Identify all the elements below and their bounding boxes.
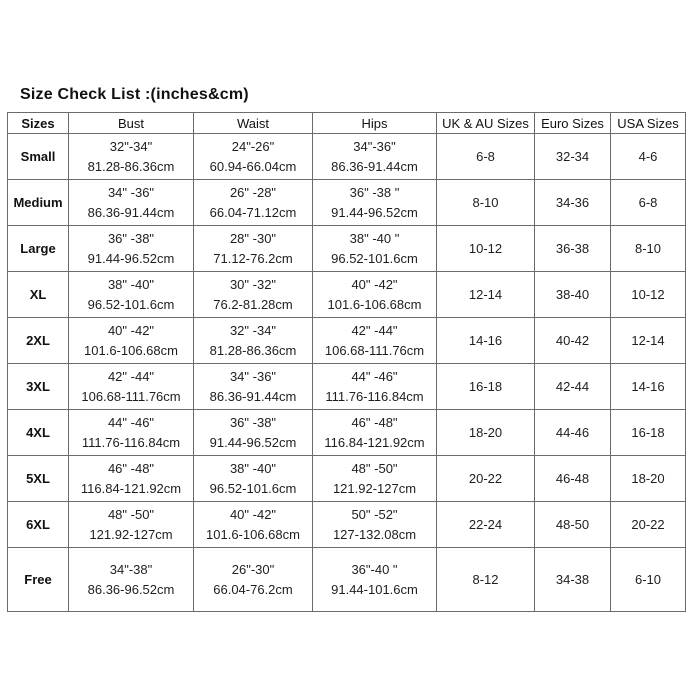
bust-cell [69,226,194,272]
bust-cm: 96.52-101.6cm [87,296,175,312]
size-name-cell: Medium [8,180,69,226]
page-title: Size Check List :(inches&cm) [20,86,249,103]
bust-cm: 101.6-106.68cm [84,342,178,358]
bust-cell [69,548,194,612]
waist-inches: 30" -32" [229,276,277,292]
uk-au-size-cell: 14-16 [437,318,535,364]
waist-inches: 34" -36" [229,368,277,384]
waist-cell [194,364,313,410]
uk-au-size-cell: 16-18 [437,364,535,410]
table-row [8,180,686,226]
header-usa: USA Sizes [611,113,686,134]
hips-cell [313,410,437,456]
waist-inches: 26"-30" [231,561,275,577]
usa-size-cell: 18-20 [611,456,686,502]
waist-inches: 32" -34" [229,322,277,338]
table-row [8,548,686,612]
table-row [8,502,686,548]
size-name-cell: XL [8,272,69,318]
hips-inches: 46" -48" [351,414,398,430]
hips-cell [313,364,437,410]
uk-au-size-cell: 10-12 [437,226,535,272]
hips-inches: 34"-36" [353,138,396,154]
table-row [8,134,686,180]
bust-cell [69,410,194,456]
hips-cell [313,134,437,180]
hips-inches: 50" -52" [351,506,398,522]
bust-inches: 42" -44" [107,368,155,384]
waist-cell [194,410,313,456]
waist-cm: 81.28-86.36cm [209,342,297,358]
waist-cm: 66.04-71.12cm [209,204,297,220]
bust-inches: 40" -42" [107,322,155,338]
size-name-cell: 5XL [8,456,69,502]
hips-inches: 36"-40 " [351,561,398,577]
usa-size-cell: 6-10 [611,548,686,612]
waist-cell [194,180,313,226]
hips-cm: 96.52-101.6cm [331,250,418,266]
hips-cm: 91.44-101.6cm [331,581,418,597]
euro-size-cell: 42-44 [535,364,611,410]
waist-inches: 38" -40" [229,460,277,476]
euro-size-cell: 32-34 [535,134,611,180]
header-bust: Bust [69,113,194,134]
hips-inches: 42" -44" [351,322,398,338]
uk-au-size-cell: 18-20 [437,410,535,456]
header-waist: Waist [194,113,313,134]
waist-cell [194,226,313,272]
hips-cm: 106.68-111.76cm [324,342,425,358]
uk-au-size-cell: 8-12 [437,548,535,612]
bust-inches: 48" -50" [107,506,155,522]
waist-cell [194,134,313,180]
size-name-cell: Large [8,226,69,272]
usa-size-cell: 4-6 [611,134,686,180]
header-sizes: Sizes [8,113,69,134]
hips-inches: 44" -46" [351,368,398,384]
hips-cm: 111.76-116.84cm [325,388,424,404]
waist-cell [194,318,313,364]
euro-size-cell: 44-46 [535,410,611,456]
table-row [8,410,686,456]
waist-cm: 66.04-76.2cm [213,581,293,597]
hips-inches: 38" -40 " [349,230,400,246]
bust-inches: 32"-34" [109,138,153,154]
usa-size-cell: 20-22 [611,502,686,548]
euro-size-cell: 46-48 [535,456,611,502]
waist-cm: 60.94-66.04cm [209,158,297,174]
bust-cell [69,180,194,226]
table-row [8,456,686,502]
header-euro: Euro Sizes [535,113,611,134]
uk-au-size-cell: 6-8 [437,134,535,180]
hips-cm: 121.92-127cm [332,480,417,496]
uk-au-size-cell: 8-10 [437,180,535,226]
bust-cm: 111.76-116.84cm [81,434,181,450]
bust-cm: 121.92-127cm [89,526,173,542]
hips-inches: 36" -38 " [349,184,400,200]
euro-size-cell: 38-40 [535,272,611,318]
hips-inches: 40" -42" [351,276,398,292]
size-name-cell: Free [8,548,69,612]
waist-cell [194,502,313,548]
size-name-cell: 2XL [8,318,69,364]
bust-cm: 116.84-121.92cm [80,480,182,496]
uk-au-size-cell: 12-14 [437,272,535,318]
hips-cell [313,502,437,548]
waist-cell [194,456,313,502]
bust-inches: 44" -46" [107,414,155,430]
usa-size-cell: 16-18 [611,410,686,456]
uk-au-size-cell: 22-24 [437,502,535,548]
size-chart-table [7,112,686,612]
waist-cm: 91.44-96.52cm [209,434,297,450]
header-row [8,113,686,134]
size-name-cell: 3XL [8,364,69,410]
hips-inches: 48" -50" [351,460,398,476]
waist-cm: 71.12-76.2cm [213,250,293,266]
hips-cell [313,180,437,226]
euro-size-cell: 40-42 [535,318,611,364]
hips-cell [313,548,437,612]
table-row [8,364,686,410]
table-row [8,318,686,364]
table-row [8,272,686,318]
euro-size-cell: 34-36 [535,180,611,226]
usa-size-cell: 6-8 [611,180,686,226]
usa-size-cell: 14-16 [611,364,686,410]
header-uk-au: UK & AU Sizes [437,113,535,134]
euro-size-cell: 34-38 [535,548,611,612]
hips-cell [313,226,437,272]
size-name-cell: 4XL [8,410,69,456]
waist-cm: 101.6-106.68cm [206,526,300,542]
bust-inches: 34"-38" [109,561,153,577]
table-row [8,226,686,272]
bust-cell [69,502,194,548]
waist-cm: 76.2-81.28cm [213,296,293,312]
bust-inches: 36" -38" [107,230,155,246]
usa-size-cell: 12-14 [611,318,686,364]
bust-inches: 46" -48" [107,460,155,476]
waist-cm: 86.36-91.44cm [209,388,297,404]
header-hips: Hips [313,113,437,134]
bust-cm: 91.44-96.52cm [87,250,175,266]
bust-cm: 81.28-86.36cm [87,158,175,174]
bust-cm: 106.68-111.76cm [81,388,181,404]
bust-cm: 86.36-91.44cm [87,204,175,220]
hips-cm: 127-132.08cm [332,526,417,542]
waist-cell [194,272,313,318]
waist-cell [194,548,313,612]
bust-cell [69,456,194,502]
waist-cm: 96.52-101.6cm [209,480,297,496]
bust-inches: 34" -36" [107,184,155,200]
size-name-cell: 6XL [8,502,69,548]
bust-cell [69,318,194,364]
waist-inches: 28" -30" [229,230,277,246]
hips-cell [313,272,437,318]
hips-cell [313,456,437,502]
usa-size-cell: 10-12 [611,272,686,318]
bust-inches: 38" -40" [107,276,155,292]
hips-cm: 86.36-91.44cm [331,158,418,174]
waist-inches: 26" -28" [229,184,277,200]
waist-inches: 36" -38" [229,414,277,430]
bust-cm: 86.36-96.52cm [87,581,175,597]
waist-inches: 40" -42" [229,506,277,522]
bust-cell [69,272,194,318]
waist-inches: 24"-26" [231,138,275,154]
hips-cm: 116.84-121.92cm [324,434,425,450]
uk-au-size-cell: 20-22 [437,456,535,502]
euro-size-cell: 48-50 [535,502,611,548]
hips-cm: 91.44-96.52cm [331,204,418,220]
euro-size-cell: 36-38 [535,226,611,272]
usa-size-cell: 8-10 [611,226,686,272]
hips-cm: 101.6-106.68cm [327,296,422,312]
bust-cell [69,134,194,180]
size-name-cell: Small [8,134,69,180]
hips-cell [313,318,437,364]
bust-cell [69,364,194,410]
